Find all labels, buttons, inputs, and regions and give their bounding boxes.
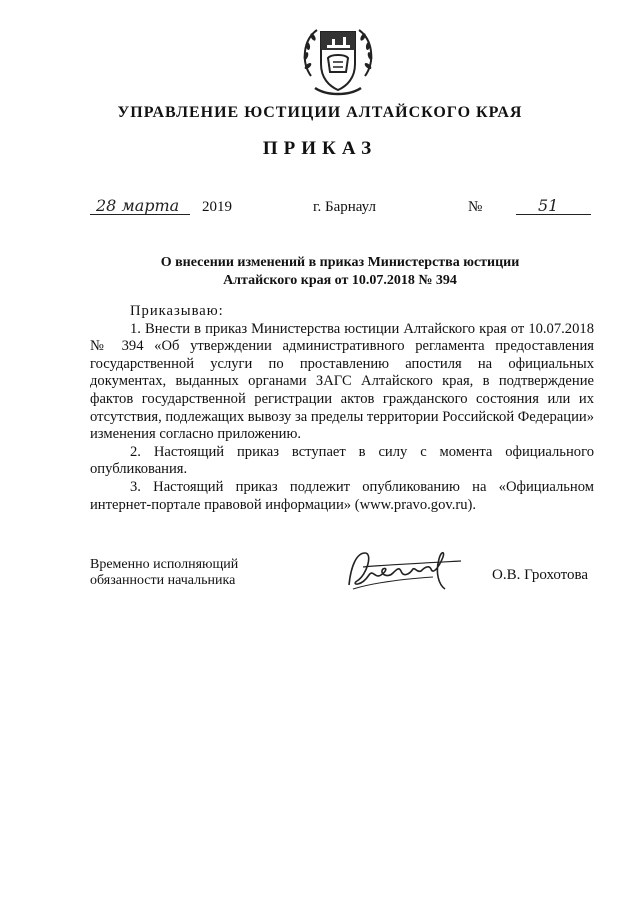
heading-line-1: О внесении изменений в приказ Министерства юстиции (160, 255, 520, 270)
coat-of-arms-icon (297, 18, 379, 100)
document-type: ПРИКАЗ (262, 138, 378, 159)
handwritten-signature (343, 545, 468, 593)
number-label: № (468, 199, 483, 215)
organization-name: УПРАВЛЕНИЕ ЮСТИЦИИ АЛТАЙСКОГО КРАЯ (117, 104, 523, 121)
signatory-title (90, 557, 238, 589)
number-underline (516, 214, 591, 215)
handwritten-date: 28 марта (96, 196, 180, 215)
year: 2019 (202, 199, 232, 215)
place: г. Барнаул (313, 199, 376, 215)
signatory-title-line-1: Временно исполняющий (90, 557, 239, 572)
order-item-2: 2. Настоящий приказ вступает в силу с момента официального опубликования. (90, 443, 594, 478)
signatory-name: О.В. Грохотова (492, 567, 589, 583)
handwritten-number: 51 (538, 196, 559, 215)
date-underline (90, 214, 190, 215)
order-item-3: 3. Настоящий приказ подлежит опубликованию на «Официальном интернет-портале правовой информации» (www.pravo.gov.ru). (90, 478, 594, 513)
signatory-title-line-2: обязанности начальника (90, 573, 236, 588)
document-heading (90, 254, 590, 290)
order-item-1: 1. Внести в приказ Министерства юстиции Алтайского края от 10.07.2018 № 394 «Об утверждении административного регламента предоставления государственной услуги по проставлению апостиля на официальных документах, выданных органами ЗАГС Алтайского края, в подтверждение фактов государственной регистрации актов гражданского состояния или их отсутствия, подлежащих вывозу за пределы территории Российской Федерации» изменения согласно приложению. (90, 320, 594, 443)
document-body (90, 303, 594, 514)
order-intro: Приказываю: (130, 303, 224, 319)
heading-line-2: Алтайского края от 10.07.2018 № 394 (223, 273, 457, 288)
